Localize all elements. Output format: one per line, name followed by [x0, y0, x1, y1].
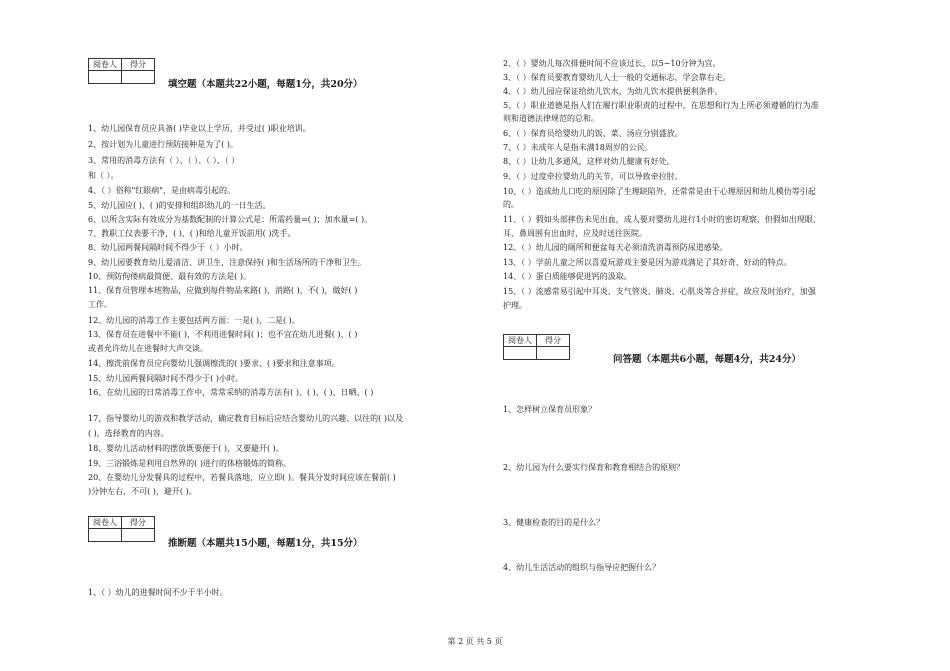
fill-line: 2、按计划为儿童进行预防接种是为了( )。	[88, 140, 238, 149]
judge-line: 3、（ ）保育员要教育婴幼儿人士一般的交通标志，学会靠右走。	[503, 73, 731, 82]
fill-line: 和（ ）。	[88, 171, 119, 180]
fill-line: 10、预防佝偻病最简便、最有效的方法是( )。	[88, 272, 251, 281]
judge-line: 6、（ ）保育员给婴幼儿的饭、菜、汤应分别盛放。	[503, 129, 683, 138]
reviewer-label: 阅卷人	[89, 517, 122, 529]
fill-line: 13、保育员在进餐中不能( )，不利用进餐时间( )；也不宜在幼儿进餐( )、( )	[88, 330, 358, 339]
reviewer-label: 阅卷人	[89, 59, 122, 71]
judge-section-title: 推断题（本题共15小题，每题1分，共15分）	[168, 538, 363, 549]
score-label: 得分	[122, 517, 155, 529]
judge-line: 13、（ ）学前儿童之所以喜爱玩游戏主要是因为游戏满足了其好奇、好动的特点。	[503, 258, 792, 267]
fill-line: 1、幼儿园保育员应具备( )毕业以上学历，并受过( )职业培训。	[88, 124, 311, 133]
fill-line: 7、教职工仪表要干净，( )、( )和给儿童开饭前用( )洗手。	[88, 229, 296, 238]
qa-question: 1、怎样树立保育员形象？	[503, 405, 597, 414]
judge-line: 9、（ ）过度牵拉婴幼儿的关节，可以导致牵拉肘。	[503, 172, 683, 181]
fill-line: 4、（ ）俗称"红眼病"，是由病毒引起的。	[88, 186, 235, 195]
judge-line: 护理。	[503, 301, 527, 310]
judge-line: 12、（ ）幼儿园的厕所和便盆每天必须清洗消毒预防尿道感染。	[503, 243, 728, 252]
judge-line: 10、（ ）造成幼儿口吃的原因除了生理缺陷外，还常常是由于心理原因和幼儿模仿等引起	[503, 187, 816, 196]
qa-question: 2、幼儿园为什么要实行保育和教育相结合的原则？	[503, 463, 685, 472]
score-box-judge	[88, 516, 155, 542]
qa-question: 4、幼儿生活活动的组织与指导应把握什么？	[503, 563, 661, 572]
fill-line: 工作。	[88, 300, 112, 309]
judge-line: 耳、鼻周围有出血时，应及时送往医院。	[503, 229, 647, 238]
score-label: 得分	[122, 59, 155, 71]
fill-line: 14、擦洗前保育员应向婴幼儿强调擦洗的( )要求、( )要求和注意事项。	[88, 359, 340, 368]
fill-line: 11、保育员管理本班物品，应做到每件物品来路( )，消路( )，不( )，做好( )	[88, 286, 358, 295]
fill-line: 15、幼儿园两餐间隔时间不得少于( )小时。	[88, 374, 243, 383]
qa-section-title: 问答题（本题共6小题，每题4分，共24分）	[613, 354, 801, 365]
fill-line: ( )，选择教育的内容。	[88, 429, 169, 438]
fill-line: )分钟左右，不可( )，避开( )。	[88, 487, 197, 496]
fill-section-title: 填空题（本题共22小题，每题1分，共20分）	[168, 79, 363, 90]
judge-line: 则和道德法律规范的总和。	[503, 114, 599, 123]
judge-line: 11、（ ）假如头部摔伤未见出血，成人要对婴幼儿进行1小时的密切观察，但假如出现眼、	[503, 215, 821, 224]
reviewer-label: 阅卷人	[504, 335, 537, 347]
fill-line: 9、幼儿园要教育幼儿爱清洁、讲卫生，注意保持( )和生活场所的干净和卫生。	[88, 258, 366, 267]
judge-line: 的。	[503, 200, 519, 209]
qa-question: 3、健康检查的目的是什么？	[503, 518, 605, 527]
fill-line: 16、在幼儿园的日常消毒工作中，常常采纳的消毒方法有( )、( )、( )、日晒、( )	[88, 388, 374, 397]
fill-line: 20、在婴幼儿分发餐具的过程中，若餐具落地，应立即( )。餐具分发时间应该在餐前( )	[88, 473, 396, 482]
judge-line: 5、（ ）职业道德是指人们在履行职业职责的过程中，在思想和行为上所必须遵循的行为准	[503, 101, 819, 110]
fill-line: 3、常用的消毒方法有（ ）、（ ）、（ ）、（ ）	[88, 156, 240, 165]
judge-line: 4、（ ）幼儿园应保证给幼儿饮水，为幼儿饮水提供便利条件。	[503, 87, 723, 96]
judge-line: 8、（ ）让幼儿多通风，这样对幼儿健康有好处。	[503, 157, 675, 166]
judge-line: 2、（ ）婴幼儿每次排便时间不应该过长，以5~10分钟为宜。	[503, 59, 721, 68]
score-box-qa	[503, 334, 570, 360]
fill-line: 17、指导婴幼儿的游戏和教学活动，确定教育目标后应结合婴幼儿的兴趣、以往的( )以及	[88, 414, 403, 423]
fill-line: 19、三浴锻炼是利用自然界的( )进行的体格锻炼的简称。	[88, 459, 291, 468]
fill-line: 5、幼儿园应( )、( )的安排和组织幼儿的一日生活。	[88, 201, 271, 210]
page-footer: 第 2 页 共 5 页	[447, 637, 503, 646]
judge-line: 1、（ ）幼儿的进餐时间不少于半小时。	[88, 588, 228, 597]
score-box-fill	[88, 58, 155, 84]
judge-line: 15、（ ）流感常易引起中耳炎、支气管炎、肺炎、心肌炎等合并症，故应及时治疗，加强	[503, 287, 816, 296]
fill-line: 18、婴幼儿活动材料的摆放既要便于( )，又要避开( )。	[88, 444, 284, 453]
judge-line: 14、（ ）蛋白质能够促进钙的汲取。	[503, 272, 632, 281]
score-label: 得分	[537, 335, 570, 347]
fill-line: 8、幼儿园两餐间隔时间不得少于（ ）小时。	[88, 243, 248, 252]
fill-line: 6、以所含实际有效成分为基数配制的计算公式是：所需药量=( )；加水量=( )。	[88, 215, 373, 224]
fill-line: 或者允许幼儿在进餐时大声交谈。	[88, 344, 208, 353]
judge-line: 7、（ ）未成年人是指未满18周岁的公民。	[503, 143, 653, 152]
fill-line: 12、幼儿园的消毒工作主要包括两方面：一是( )，二是( )。	[88, 316, 300, 325]
